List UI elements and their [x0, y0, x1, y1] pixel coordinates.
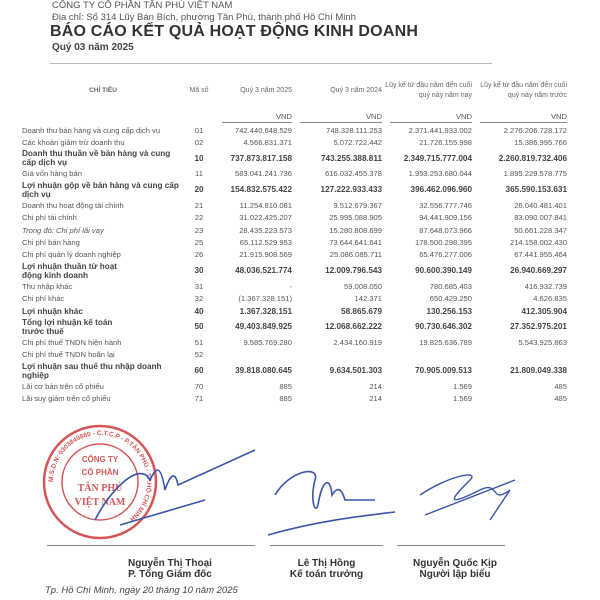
table-row — [22, 280, 567, 292]
value-ytd-2025-cell — [382, 124, 472, 136]
value-q3-2025: 65.112.529.953 — [239, 238, 292, 248]
value-ytd-2025-cell — [382, 168, 472, 180]
row-label: Doanh thu thuần về bán hàng và cung cấp dịch vụ — [22, 149, 171, 168]
svg-text:M.S.D.N: 0303840860 - C.T.C.P: M.S.D.N: 0303840860 - C.T.C.P - P.TÂN PHÚ - TP.HỒ CHÍ MINH — [47, 429, 153, 523]
row-code: 26 — [194, 250, 204, 260]
value-q3-2024-cell — [292, 392, 382, 404]
value-q3-2025-cell — [214, 305, 292, 317]
row-code-cell — [184, 168, 214, 180]
value-q3-2024-cell — [292, 149, 382, 168]
row-label-cell — [22, 199, 184, 211]
value-q3-2025: 39.818.080.645 — [235, 366, 292, 376]
value-q3-2024-cell — [292, 361, 382, 380]
signer-name: Nguyễn Quốc Kịp — [413, 558, 497, 569]
value-ytd-2025: 21.726.155.998 — [419, 138, 472, 148]
row-code: 71 — [194, 394, 204, 404]
value-ytd-2024: 5.543.925.863 — [518, 337, 567, 347]
value-q3-2024-cell — [292, 305, 382, 317]
value-ytd-2024: 2.276.206.728.172 — [503, 125, 567, 135]
value-q3-2025: 885 — [279, 381, 292, 391]
value-q3-2024-cell — [292, 336, 382, 348]
value-q3-2025: 31.022.425.207 — [239, 213, 292, 223]
value-ytd-2024-cell — [472, 168, 567, 180]
signer-preparer — [400, 558, 510, 580]
row-label-cell — [22, 136, 184, 148]
row-label-cell — [22, 349, 184, 361]
value-q3-2024-cell — [292, 249, 382, 261]
row-label-cell — [22, 168, 184, 180]
value-q3-2025-cell — [214, 317, 292, 336]
table-row — [22, 249, 567, 261]
row-code-cell — [184, 336, 214, 348]
value-ytd-2025: 65.476.277.006 — [419, 250, 472, 260]
row-label: Chi phí bán hàng — [22, 238, 80, 248]
value-q3-2025-cell — [214, 136, 292, 148]
row-label-cell — [22, 361, 184, 380]
row-code: 02 — [194, 138, 204, 148]
value-q3-2025: 49.403.849.925 — [235, 322, 292, 332]
value-q3-2024: 142.371 — [354, 294, 382, 304]
value-ytd-2025-cell — [382, 293, 472, 305]
row-code-cell — [184, 149, 214, 168]
value-q3-2024-cell — [292, 212, 382, 224]
unit-row — [22, 110, 567, 124]
value-ytd-2025: 650.429.250 — [429, 294, 472, 304]
signature-preparer — [420, 475, 515, 520]
signature-line — [47, 545, 255, 546]
row-label: Tổng lợi nhuận kế toán trước thuế — [22, 317, 113, 336]
value-q3-2024: 214 — [369, 394, 382, 404]
value-ytd-2024: 1.895.229.578.775 — [503, 169, 567, 179]
table-row — [22, 124, 567, 136]
signer-director — [100, 558, 240, 580]
value-ytd-2024-cell — [472, 380, 567, 392]
value-ytd-2024-cell — [472, 317, 567, 336]
row-code: 31 — [194, 281, 204, 291]
value-ytd-2025-cell — [382, 212, 472, 224]
report-period: Quý 03 năm 2025 — [52, 42, 134, 53]
value-q3-2025-cell — [214, 212, 292, 224]
row-code: 20 — [194, 185, 204, 195]
value-ytd-2024-cell — [472, 224, 567, 236]
row-code: 22 — [194, 213, 204, 223]
value-q3-2024: 25.086.085.711 — [329, 250, 382, 260]
value-ytd-2024: 4.626.835 — [533, 294, 567, 304]
row-label: Lãi cơ bản trên cổ phiếu — [22, 381, 104, 391]
value-ytd-2024-cell — [472, 212, 567, 224]
signer-role: P. Tổng Giám đốc — [128, 569, 212, 580]
value-ytd-2025-cell — [382, 136, 472, 148]
unit-label: VND — [222, 112, 292, 123]
value-q3-2024-cell — [292, 136, 382, 148]
row-code-cell — [184, 212, 214, 224]
row-label: Doanh thu hoạt động tài chính — [22, 200, 124, 210]
value-q3-2024: 214 — [369, 381, 382, 391]
value-ytd-2024-cell — [472, 361, 567, 380]
value-q3-2024: 127.222.933.433 — [320, 185, 382, 195]
row-code: 52 — [194, 350, 204, 360]
row-label-cell — [22, 124, 184, 136]
row-code-cell — [184, 136, 214, 148]
value-q3-2025: 737.873.817.158 — [230, 153, 292, 163]
value-q3-2025-cell — [214, 168, 292, 180]
row-code-cell — [184, 124, 214, 136]
value-q3-2024-cell — [292, 349, 382, 361]
table-row — [22, 180, 567, 199]
value-ytd-2025: 1.569 — [452, 394, 472, 404]
value-ytd-2025: 94.441.909.156 — [419, 213, 472, 223]
value-ytd-2024: 15.386.995.766 — [514, 138, 567, 148]
row-code: 50 — [194, 322, 204, 332]
value-q3-2025-cell — [214, 149, 292, 168]
value-ytd-2025-cell — [382, 392, 472, 404]
value-q3-2024: 748.328.111.253 — [326, 125, 382, 135]
value-ytd-2024: 2.260.819.732.406 — [498, 153, 567, 163]
value-ytd-2025-cell — [382, 349, 472, 361]
value-ytd-2025: 90.730.646.302 — [415, 322, 472, 332]
company-stamp — [44, 426, 156, 538]
value-q3-2024-cell — [292, 124, 382, 136]
value-q3-2025-cell — [214, 293, 292, 305]
value-ytd-2025-cell — [382, 224, 472, 236]
value-ytd-2024: 412.305.904 — [521, 306, 567, 316]
value-q3-2024: 2.434.160.919 — [333, 337, 382, 347]
value-ytd-2024-cell — [472, 149, 567, 168]
row-label: Các khoản giảm trừ doanh thu — [22, 138, 125, 148]
row-code: 30 — [194, 266, 204, 276]
value-ytd-2025: 19.825.636.789 — [419, 337, 472, 347]
row-label-cell — [22, 336, 184, 348]
value-q3-2024-cell — [292, 261, 382, 280]
value-q3-2025-cell — [214, 380, 292, 392]
value-ytd-2025: 32.556.777.746 — [419, 200, 472, 210]
value-ytd-2024-cell — [472, 136, 567, 148]
table-row — [22, 236, 567, 248]
row-code-cell — [184, 317, 214, 336]
value-q3-2024-cell — [292, 380, 382, 392]
row-label-cell — [22, 212, 184, 224]
col-header-ytd-2025: Lũy kế từ đầu năm đến cuối quý này năm nay — [385, 82, 472, 99]
table-header — [22, 72, 567, 110]
value-ytd-2025-cell — [382, 305, 472, 317]
value-ytd-2024: 365.590.153.631 — [505, 185, 567, 195]
row-code: 32 — [194, 294, 204, 304]
value-ytd-2025: 1.569 — [452, 381, 472, 391]
row-label-cell — [22, 293, 184, 305]
svg-text:VIỆT NAM: VIỆT NAM — [74, 497, 126, 508]
unit-label: VND — [300, 112, 382, 123]
value-ytd-2025: 178.500.298.395 — [414, 238, 472, 248]
value-ytd-2024-cell — [472, 305, 567, 317]
value-q3-2025-cell — [214, 349, 292, 361]
value-q3-2024-cell — [292, 224, 382, 236]
value-ytd-2024: 26.040.481.401 — [514, 200, 567, 210]
report-title: BÁO CÁO KẾT QUẢ HOẠT ĐỘNG KINH DOANH — [50, 23, 419, 40]
value-ytd-2024: 50.661.228.347 — [514, 225, 567, 235]
row-code-cell — [184, 224, 214, 236]
row-code-cell — [184, 199, 214, 211]
row-code: 21 — [194, 200, 204, 210]
value-q3-2025-cell — [214, 280, 292, 292]
value-q3-2025-cell — [214, 261, 292, 280]
value-q3-2024-cell — [292, 168, 382, 180]
svg-text:CÔNG TY: CÔNG TY — [81, 455, 119, 464]
value-q3-2025: 28.435.223.573 — [239, 225, 292, 235]
value-ytd-2024: 485 — [554, 394, 567, 404]
value-q3-2024: 12.009.796.543 — [325, 266, 382, 276]
table-row — [22, 336, 567, 348]
row-label-cell — [22, 236, 184, 248]
value-ytd-2025: 2.349.715.777.004 — [403, 153, 472, 163]
income-statement-table — [22, 72, 567, 405]
value-ytd-2025-cell — [382, 317, 472, 336]
row-code-cell — [184, 392, 214, 404]
row-code: 23 — [194, 225, 204, 235]
value-ytd-2025: 2.371.441.933.002 — [408, 125, 472, 135]
value-q3-2025-cell — [214, 392, 292, 404]
row-label: Doanh thu bán hàng và cung cấp dịch vụ — [22, 125, 161, 135]
value-q3-2025: 885 — [279, 394, 292, 404]
value-ytd-2025-cell — [382, 149, 472, 168]
divider — [50, 63, 492, 64]
row-label-cell — [22, 317, 184, 336]
row-code-cell — [184, 380, 214, 392]
value-q3-2025: 21.915.908.569 — [239, 250, 292, 260]
row-code: 10 — [194, 153, 204, 163]
value-q3-2024-cell — [292, 317, 382, 336]
row-label: Chi phí khác — [22, 294, 65, 304]
value-ytd-2024: 21.809.049.338 — [510, 366, 567, 376]
row-label: Chi phí quản lý doanh nghiệp — [22, 250, 121, 260]
table-row — [22, 168, 567, 180]
value-ytd-2024-cell — [472, 349, 567, 361]
value-q3-2024: 616.032.455.378 — [324, 169, 382, 179]
signature-line — [270, 545, 383, 546]
row-code-cell — [184, 293, 214, 305]
table-row — [22, 293, 567, 305]
signer-role: Người lập biểu — [419, 569, 491, 580]
row-label: Giá vốn hàng bán — [22, 169, 82, 179]
value-q3-2025-cell — [214, 180, 292, 199]
row-code-cell — [184, 305, 214, 317]
value-ytd-2024: 214.158.002.430 — [509, 238, 567, 248]
row-code-cell — [184, 361, 214, 380]
row-label-cell — [22, 280, 184, 292]
value-q3-2025: 154.832.575.422 — [230, 185, 292, 195]
value-q3-2024-cell — [292, 293, 382, 305]
table-row — [22, 317, 567, 336]
value-q3-2025: 583.041.241.736 — [234, 169, 292, 179]
value-ytd-2024-cell — [472, 236, 567, 248]
value-ytd-2025: 90.600.390.149 — [415, 266, 472, 276]
signature-accountant — [268, 472, 395, 535]
value-q3-2024: 743.255.388.811 — [320, 153, 382, 163]
value-q3-2025: 11.254.810.081 — [239, 200, 292, 210]
row-code: 11 — [195, 169, 203, 179]
row-label-cell — [22, 380, 184, 392]
row-code-cell — [184, 180, 214, 199]
col-header-code: Mã số — [189, 87, 209, 94]
table-row — [22, 261, 567, 280]
value-ytd-2025: 1.953.253.680.044 — [408, 169, 472, 179]
row-code: 25 — [194, 238, 204, 248]
value-ytd-2024: 67.441.955.464 — [514, 250, 567, 260]
value-ytd-2024-cell — [472, 249, 567, 261]
row-code-cell — [184, 280, 214, 292]
signer-role: Kế toán trưởng — [289, 569, 364, 580]
value-q3-2024: 9.512.679.367 — [333, 200, 382, 210]
row-label-cell — [22, 249, 184, 261]
value-ytd-2025: 396.462.096.960 — [410, 185, 472, 195]
row-label: Lợi nhuận sau thuế thu nhập doanh nghiệp — [22, 361, 162, 380]
stamp-and-signatures — [0, 420, 600, 550]
row-code-cell — [184, 236, 214, 248]
value-q3-2025: 9.585.769.280 — [243, 337, 292, 347]
row-code: 60 — [194, 366, 204, 376]
value-q3-2025: - — [289, 281, 292, 291]
table-row — [22, 224, 567, 236]
value-q3-2024: 59.008.050 — [343, 281, 382, 291]
value-q3-2024-cell — [292, 236, 382, 248]
value-ytd-2024-cell — [472, 199, 567, 211]
col-header-ytd-2024: Lũy kế từ đầu năm đến cuối quý này năm trước — [480, 82, 567, 99]
value-ytd-2024-cell — [472, 293, 567, 305]
table-row — [22, 380, 567, 392]
table-row — [22, 199, 567, 211]
value-q3-2025: (1.367.328.151) — [238, 294, 292, 304]
value-ytd-2024-cell — [472, 336, 567, 348]
value-q3-2024: 58.865.679 — [341, 306, 382, 316]
row-label-cell — [22, 261, 184, 280]
row-code: 40 — [194, 306, 204, 316]
value-q3-2025: 742.440.648.529 — [234, 125, 292, 135]
table-row — [22, 212, 567, 224]
col-header-item: CHỈ TIÊU — [89, 87, 117, 94]
value-q3-2025-cell — [214, 199, 292, 211]
company-name: CÔNG TY CỔ PHẦN TÂN PHÚ VIỆT NAM — [52, 0, 233, 11]
row-label-cell — [22, 180, 184, 199]
signer-name: Nguyễn Thị Thoại — [128, 558, 212, 569]
svg-text:TÂN PHÚ: TÂN PHÚ — [77, 483, 123, 494]
table-row — [22, 361, 567, 380]
row-label-cell — [22, 392, 184, 404]
value-q3-2024: 9.634.501.303 — [329, 366, 382, 376]
unit-label: VND — [480, 112, 567, 123]
value-ytd-2025: 130.256.153 — [426, 306, 472, 316]
value-ytd-2025-cell — [382, 361, 472, 380]
signer-accountant — [270, 558, 383, 580]
row-label: Chi phí thuế TNDN hiện hành — [22, 337, 122, 347]
table-row — [22, 136, 567, 148]
value-ytd-2024: 26.940.669.297 — [510, 266, 567, 276]
row-code-cell — [184, 349, 214, 361]
value-ytd-2024: 27.352.975.201 — [510, 322, 567, 332]
value-q3-2025: 4.566.831.371 — [243, 138, 292, 148]
row-code-cell — [184, 249, 214, 261]
row-code: 01 — [194, 125, 204, 135]
value-q3-2025: 48.036.521.774 — [235, 266, 292, 276]
row-label-cell — [22, 305, 184, 317]
table-row — [22, 392, 567, 404]
row-label-cell — [22, 224, 184, 236]
value-q3-2024: 25.995.088.905 — [329, 213, 382, 223]
value-ytd-2025: 87.648.073.966 — [419, 225, 472, 235]
value-ytd-2024-cell — [472, 261, 567, 280]
row-label: Lợi nhuận thuần từ hoạt động kinh doanh — [22, 261, 117, 280]
table-row — [22, 349, 567, 361]
value-q3-2025-cell — [214, 249, 292, 261]
value-ytd-2025-cell — [382, 280, 472, 292]
svg-text:CỔ PHẦN: CỔ PHẦN — [81, 468, 119, 477]
value-ytd-2024-cell — [472, 124, 567, 136]
table-row — [22, 305, 567, 317]
row-code: 70 — [194, 381, 204, 391]
value-q3-2024-cell — [292, 280, 382, 292]
value-q3-2025-cell — [214, 124, 292, 136]
value-q3-2025-cell — [214, 361, 292, 380]
signing-date: Tp. Hồ Chí Minh, ngày 20 tháng 10 năm 2025 — [45, 585, 238, 596]
value-ytd-2025-cell — [382, 236, 472, 248]
value-ytd-2024: 416.932.739 — [524, 281, 567, 291]
value-ytd-2025-cell — [382, 249, 472, 261]
row-label-cell — [22, 149, 184, 168]
row-label: Chi phí tài chính — [22, 213, 77, 223]
value-q3-2025-cell — [214, 236, 292, 248]
value-ytd-2024-cell — [472, 392, 567, 404]
col-header-q3-2025: Quý 3 năm 2025 — [240, 87, 292, 94]
unit-label: VND — [390, 112, 472, 123]
value-q3-2024: 73.644.641.641 — [329, 238, 382, 248]
value-q3-2024: 12.068.662.222 — [325, 322, 382, 332]
value-ytd-2025-cell — [382, 380, 472, 392]
value-q3-2024: 5.072.722.442 — [333, 138, 382, 148]
table-row — [22, 149, 567, 168]
value-ytd-2025: 70.905.009.513 — [415, 366, 472, 376]
row-label: Lãi suy giảm trên cổ phiếu — [22, 394, 111, 404]
value-ytd-2024: 83.090.007.841 — [514, 213, 567, 223]
value-q3-2025-cell — [214, 336, 292, 348]
signer-name: Lê Thị Hồng — [297, 558, 356, 569]
row-code: 51 — [194, 337, 204, 347]
value-ytd-2024: 485 — [554, 381, 567, 391]
row-code-cell — [184, 261, 214, 280]
value-q3-2024-cell — [292, 199, 382, 211]
value-ytd-2024-cell — [472, 280, 567, 292]
value-q3-2025: 1.367.328.151 — [239, 306, 292, 316]
row-label: Thu nhập khác — [22, 281, 73, 291]
row-label: Trong đó: Chi phí lãi vay — [22, 225, 104, 235]
value-ytd-2025-cell — [382, 336, 472, 348]
row-label: Chi phí thuế TNDN hoãn lại — [22, 350, 115, 360]
company-address: Địa chỉ: Số 314 Lũy Bán Bích, phường Tân Phú, thành phố Hồ Chí Minh — [52, 12, 356, 23]
row-label: Lợi nhuận khác — [22, 306, 83, 316]
value-ytd-2024-cell — [472, 180, 567, 199]
value-ytd-2025-cell — [382, 180, 472, 199]
value-q3-2025-cell — [214, 224, 292, 236]
value-ytd-2025-cell — [382, 199, 472, 211]
signature-line — [397, 545, 505, 546]
col-header-q3-2024: Quý 3 năm 2024 — [330, 87, 382, 94]
value-q3-2024: 15.280.808.699 — [329, 225, 382, 235]
row-label: Lợi nhuận gộp về bán hàng và cung cấp dịch vụ — [22, 180, 179, 199]
value-q3-2024-cell — [292, 180, 382, 199]
value-ytd-2025: 780.685.403 — [429, 281, 472, 291]
value-ytd-2025-cell — [382, 261, 472, 280]
